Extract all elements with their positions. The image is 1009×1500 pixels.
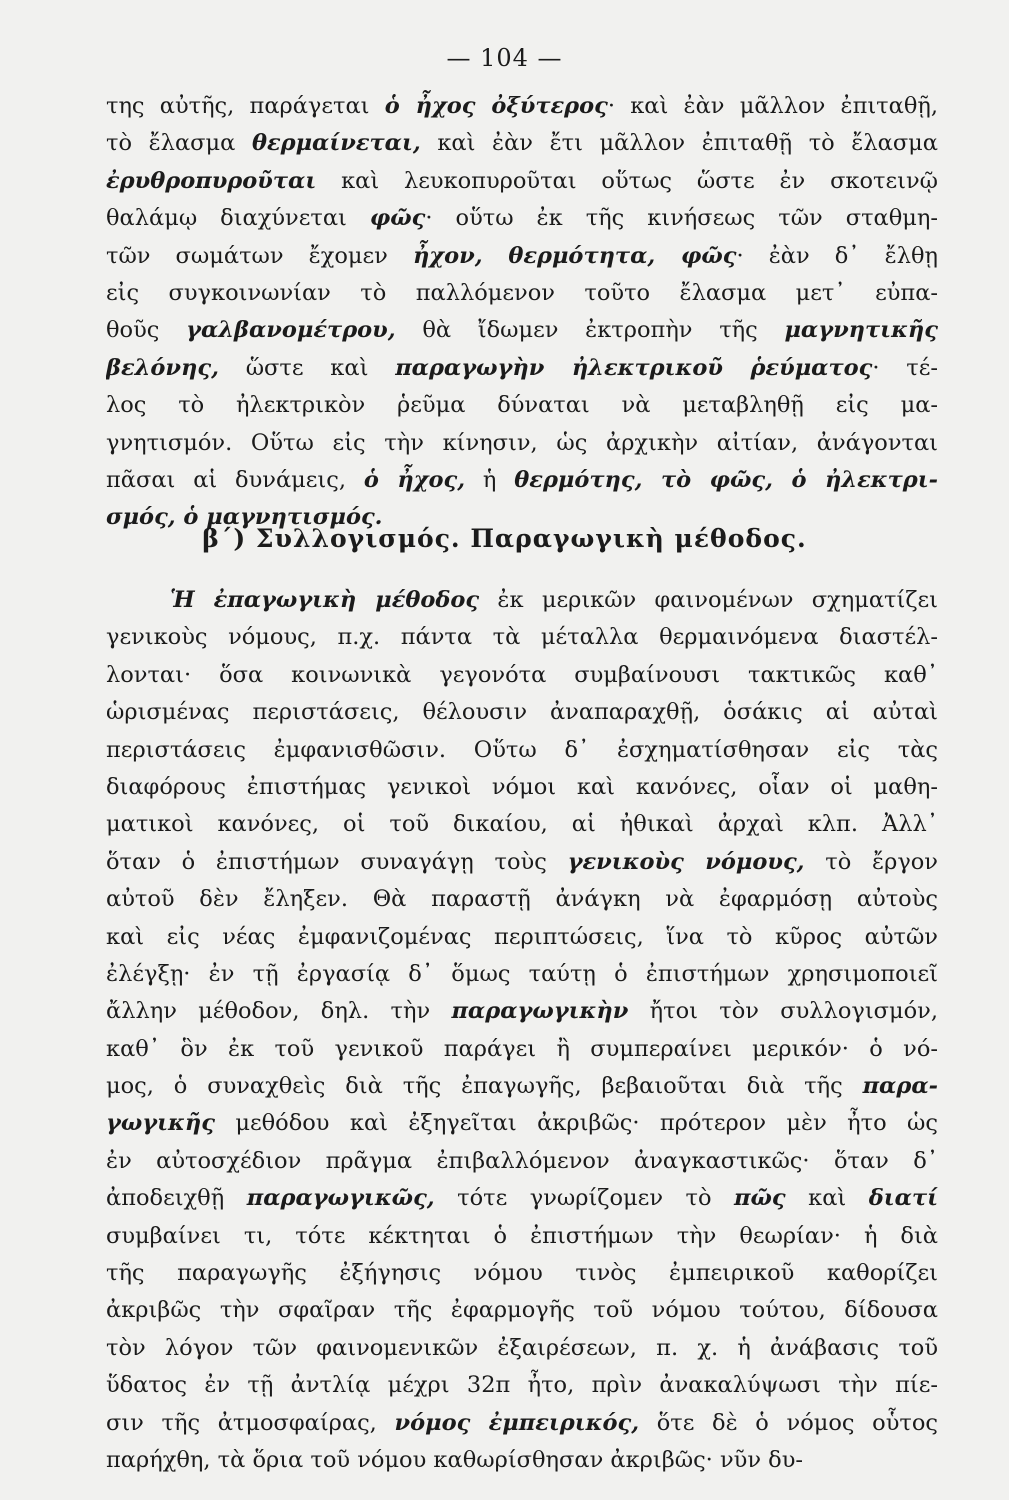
text-line	[106, 993, 938, 1030]
text-segment: ἐλέγξῃ· ἐν τῇ ἐργασίᾳ δ᾽ ὅμως ταύτῃ ὁ ἐπιστήμων χρησιμοποιεῖ	[106, 960, 938, 987]
emphasized-text: παραγωγὴν ἠλεκτρικοῦ ῥεύματος	[395, 354, 873, 381]
text-line	[106, 582, 938, 619]
text-segment: τότε γνωρίζομεν τὸ	[434, 1185, 735, 1212]
text-line	[106, 238, 938, 275]
text-line	[106, 163, 938, 200]
emphasized-text: γωγικῆς	[106, 1110, 215, 1137]
text-line	[106, 1143, 938, 1180]
text-segment: ἡ	[465, 466, 515, 493]
text-segment: ὥστε καὶ	[218, 354, 396, 381]
section-heading: β΄) Συλλογισμός. Παραγωγικὴ μέθοδος.	[202, 524, 807, 553]
emphasized-text: γενικοὺς νόμους,	[567, 848, 805, 875]
text-segment: πᾶσαι αἱ δυνάμεις,	[106, 466, 364, 493]
page-number: — 104 —	[446, 44, 563, 72]
text-line	[106, 619, 938, 656]
text-line	[106, 1255, 938, 1292]
text-segment: σιν τῆς ἀτμοσφαίρας,	[106, 1409, 395, 1436]
text-segment: περιστάσεις ἐμφανισθῶσιν. Οὕτω δ᾽ ἐσχηματίσθησαν εἰς τὰς	[106, 736, 938, 763]
text-line	[106, 1218, 938, 1255]
emphasized-text: θερμαίνεται,	[251, 130, 421, 157]
text-segment: θαλάμῳ διαχύνεται	[106, 205, 370, 232]
text-line	[106, 881, 938, 918]
text-line	[106, 1105, 938, 1142]
text-segment: αὐτοῦ δὲν ἔληξεν. Θὰ παραστῇ ἀνάγκη νὰ ἐφαρμόσῃ αὐτοὺς	[106, 886, 938, 913]
text-segment: ἀποδειχθῇ	[106, 1185, 247, 1212]
text-line	[106, 956, 938, 993]
text-line	[106, 1292, 938, 1329]
text-segment: ματικοὶ κανόνες, οἱ τοῦ δικαίου, αἱ ἠθικαὶ ἀρχαὶ κλπ. Ἀλλ᾽	[106, 811, 938, 838]
text-segment: · οὕτω ἐκ τῆς κινήσεως τῶν σταθμη-	[425, 205, 938, 232]
emphasized-text: παρα-	[862, 1073, 938, 1100]
text-line	[106, 919, 938, 956]
text-segment: λονται· ὅσα κοινωνικὰ γεγονότα συμβαίνουσι τακτικῶς καθ᾽	[106, 661, 938, 688]
text-line	[106, 769, 938, 806]
text-line	[106, 275, 938, 312]
text-segment: τὸν λόγον τῶν φαινομενικῶν ἐξαιρέσεων, π. χ. ἡ ἀνάβασις τοῦ	[106, 1334, 938, 1361]
text-segment: ὡρισμένας περιστάσεις, θέλουσιν ἀναπαραχθῇ, ὁσάκις αἱ αὐταὶ	[106, 699, 938, 726]
emphasized-text: παραγωγικὴν	[451, 998, 629, 1025]
emphasized-text: πῶς	[734, 1185, 786, 1212]
text-segment: καὶ	[785, 1185, 869, 1212]
text-segment: τὸ ἔργον	[804, 848, 938, 875]
text-line	[106, 312, 938, 349]
text-line	[106, 88, 938, 125]
emphasized-text: ἐρυθροπυροῦται	[106, 167, 317, 194]
text-segment: τὸ ἔλασμα	[106, 130, 252, 157]
text-segment: θοῦς	[106, 317, 187, 344]
text-line	[106, 1031, 938, 1068]
text-line	[106, 1068, 938, 1105]
emphasized-text: παραγωγικῶς,	[246, 1185, 435, 1212]
text-line	[106, 1367, 938, 1404]
text-segment: ἄλλην μέθοδον, δηλ. τὴν	[106, 998, 452, 1025]
text-segment: καθ᾽ ὃν ἐκ τοῦ γενικοῦ παράγει ἢ συμπεραίνει μερικόν· ὁ νό-	[106, 1035, 938, 1062]
text-line	[106, 732, 938, 769]
text-line	[106, 694, 938, 731]
text-segment: διαφόρους ἐπιστήμας γενικοὶ νόμοι καὶ κανόνες, οἷαν οἱ μαθη-	[106, 773, 938, 800]
text-segment: καὶ λευκοπυροῦται οὕτως ὥστε ἐν σκοτεινῷ	[316, 167, 938, 194]
text-segment: ὕδατος ἐν τῇ ἀντλίᾳ μέχρι 32π ἦτο, πρὶν ἀνακαλύψωσι τὴν πίε-	[106, 1372, 938, 1399]
emphasized-text: θερμότης, τὸ φῶς, ὁ ἠλεκτρι-	[514, 466, 938, 493]
text-segment: καὶ ἐὰν ἔτι μᾶλλον ἐπιταθῇ τὸ ἔλασμα	[420, 130, 938, 157]
text-segment: θὰ ἴδωμεν ἐκτροπὴν τῆς	[395, 317, 785, 344]
text-segment: ἐκ μερικῶν φαινομένων σχηματίζει	[479, 587, 938, 613]
text-segment: της αὐτῆς, παράγεται	[106, 93, 385, 119]
text-line	[106, 350, 938, 387]
text-line	[106, 462, 938, 499]
text-line	[106, 387, 938, 424]
emphasized-text: γαλβανομέτρου,	[186, 317, 396, 344]
text-segment: καὶ εἰς νέας ἐμφανιζομένας περιπτώσεις, ἵνα τὸ κῦρος αὐτῶν	[106, 923, 938, 950]
text-line	[106, 1330, 938, 1367]
text-line	[106, 1442, 938, 1479]
emphasized-text: μαγνητικῆς	[784, 317, 938, 344]
text-segment: γενικοὺς νόμους, π.χ. πάντα τὰ μέταλλα θερμαινόμενα διαστέλ-	[106, 624, 938, 651]
paragraph-motion-forces	[106, 88, 938, 537]
emphasized-text: διατί	[868, 1185, 938, 1212]
text-segment: ὅταν ὁ ἐπιστήμων συναγάγῃ τοὺς	[106, 848, 568, 875]
text-line	[106, 657, 938, 694]
emphasized-text: φῶς	[369, 205, 426, 232]
paragraph-deductive-method	[106, 582, 938, 1479]
text-segment: γνητισμόν. Οὕτω εἰς τὴν κίνησιν, ὡς ἀρχικὴν αἰτίαν, ἀνάγονται	[106, 429, 938, 456]
text-segment: τῶν σωμάτων ἔχομεν	[106, 242, 413, 269]
emphasized-text: νόμος ἐμπειρικός,	[394, 1409, 640, 1436]
text-segment: παρήχθη, τὰ ὅρια τοῦ νόμου καθωρίσθησαν ἀκριβῶς· νῦν δυ-	[106, 1446, 803, 1473]
text-segment: λος τὸ ἠλεκτρικὸν ῥεῦμα δύναται νὰ μεταβληθῇ εἰς μα-	[106, 392, 938, 419]
text-segment: ὅτε δὲ ὁ νόμος οὗτος	[639, 1409, 938, 1436]
text-line	[106, 425, 938, 462]
emphasized-text: ὁ ἦχος ὀξύτερος	[384, 93, 608, 119]
text-line	[106, 125, 938, 162]
text-segment: τῆς παραγωγῆς ἐξήγησις νόμου τινὸς ἐμπειρικοῦ καθορίζει	[106, 1260, 938, 1287]
text-segment: μεθόδου καὶ ἐξηγεῖται ἀκριβῶς· πρότερον μὲν ἦτο ὡς	[214, 1110, 938, 1137]
emphasized-text: ὁ ἦχος,	[363, 466, 466, 493]
text-line	[106, 844, 938, 881]
text-line	[106, 1405, 938, 1442]
text-segment: · ἐὰν δ᾽ ἔλθῃ	[736, 242, 938, 269]
text-segment: · καὶ ἐὰν μᾶλλον ἐπιταθῇ,	[607, 93, 938, 119]
text-segment: ἀκριβῶς τὴν σφαῖραν τῆς ἐφαρμογῆς τοῦ νόμου τούτου, δίδουσα	[106, 1297, 938, 1324]
emphasized-text: σμός, ὁ μαγνητισμός.	[106, 504, 383, 531]
text-line	[106, 1180, 938, 1217]
text-line	[106, 806, 938, 843]
emphasized-text: Ἡ ἐπαγωγικὴ μέθοδος	[170, 587, 480, 613]
text-line	[106, 200, 938, 237]
text-segment: μος, ὁ συναχθεὶς διὰ τῆς ἐπαγωγῆς, βεβαιοῦται διὰ τῆς	[106, 1073, 863, 1100]
text-segment: ἐν αὐτοσχέδιον πρᾶγμα ἐπιβαλλόμενον ἀναγκαστικῶς· ὅταν δ᾽	[106, 1147, 938, 1174]
emphasized-text: βελόνης,	[106, 354, 219, 381]
text-segment: · τέ-	[872, 354, 938, 381]
text-segment: εἰς συγκοινωνίαν τὸ παλλόμενον τοῦτο ἔλασμα μετ᾽ εὐπα-	[106, 279, 938, 306]
text-segment: ἤτοι τὸν συλλογισμόν,	[628, 998, 938, 1025]
emphasized-text: ἦχον, θερμότητα, φῶς	[412, 242, 737, 269]
text-segment: συμβαίνει τι, τότε κέκτηται ὁ ἐπιστήμων τὴν θεωρίαν· ἡ διὰ	[106, 1222, 938, 1249]
